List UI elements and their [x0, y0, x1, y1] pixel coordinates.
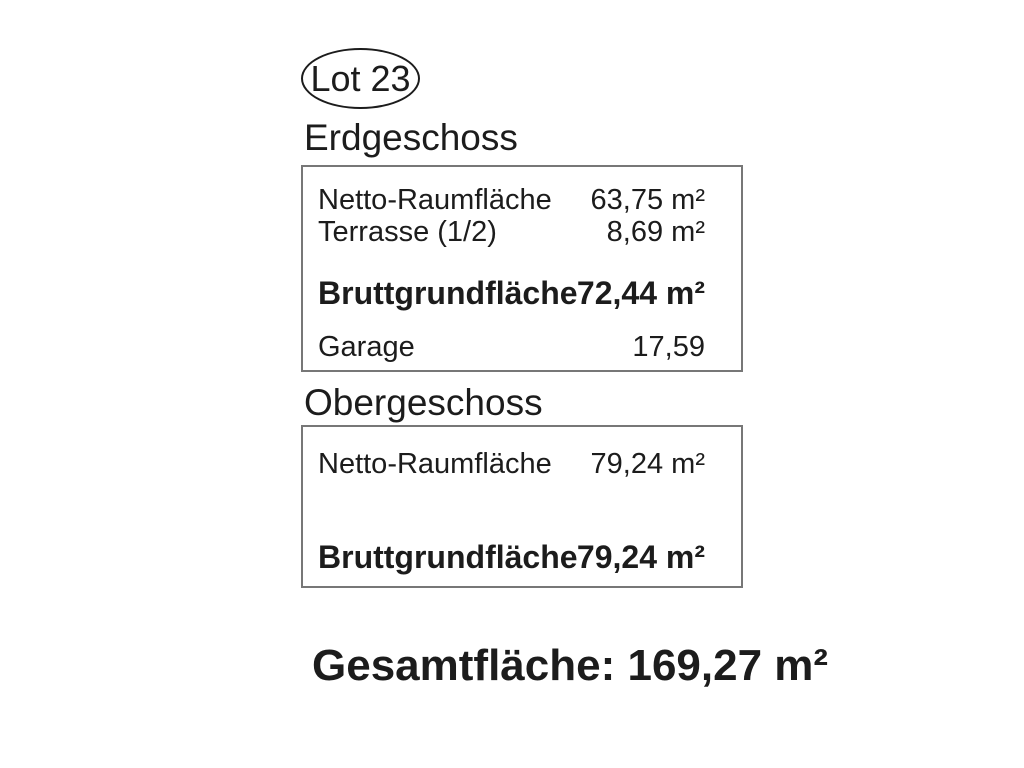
row-value: 8,69 m² — [606, 216, 705, 248]
row-label: Garage — [318, 331, 415, 363]
lot-badge-label: Lot 23 — [310, 57, 411, 99]
table-row-netto-raumflaeche-eg — [318, 183, 705, 219]
row-label: Netto-Raumfläche — [318, 184, 552, 216]
heading-erdgeschoss: Erdgeschoss — [304, 117, 518, 158]
table-row-netto-raumflaeche-og — [318, 447, 705, 483]
total-area-label: Gesamtfläche: — [312, 641, 616, 690]
table-row-terrasse — [318, 215, 705, 251]
table-obergeschoss — [301, 425, 743, 588]
table-row-bruttgrundflaeche-eg — [318, 274, 705, 310]
row-label: Bruttgrundfläche — [318, 539, 578, 575]
lot-badge — [301, 48, 420, 109]
row-value: 17,59 — [632, 331, 705, 363]
table-row-garage — [318, 330, 705, 366]
row-label: Bruttgrundfläche — [318, 275, 578, 311]
table-erdgeschoss — [301, 165, 743, 372]
heading-obergeschoss: Obergeschoss — [304, 382, 543, 423]
row-label: Netto-Raumfläche — [318, 448, 552, 480]
table-row-bruttgrundflaeche-og — [318, 538, 705, 574]
row-value: 79,24 m² — [590, 448, 705, 480]
total-area-line — [312, 640, 828, 693]
row-value: 72,44 m² — [576, 275, 705, 311]
total-area-value: 169,27 m² — [627, 641, 829, 690]
row-value: 63,75 m² — [590, 184, 705, 216]
row-label: Terrasse (1/2) — [318, 216, 497, 248]
row-value: 79,24 m² — [576, 539, 705, 575]
